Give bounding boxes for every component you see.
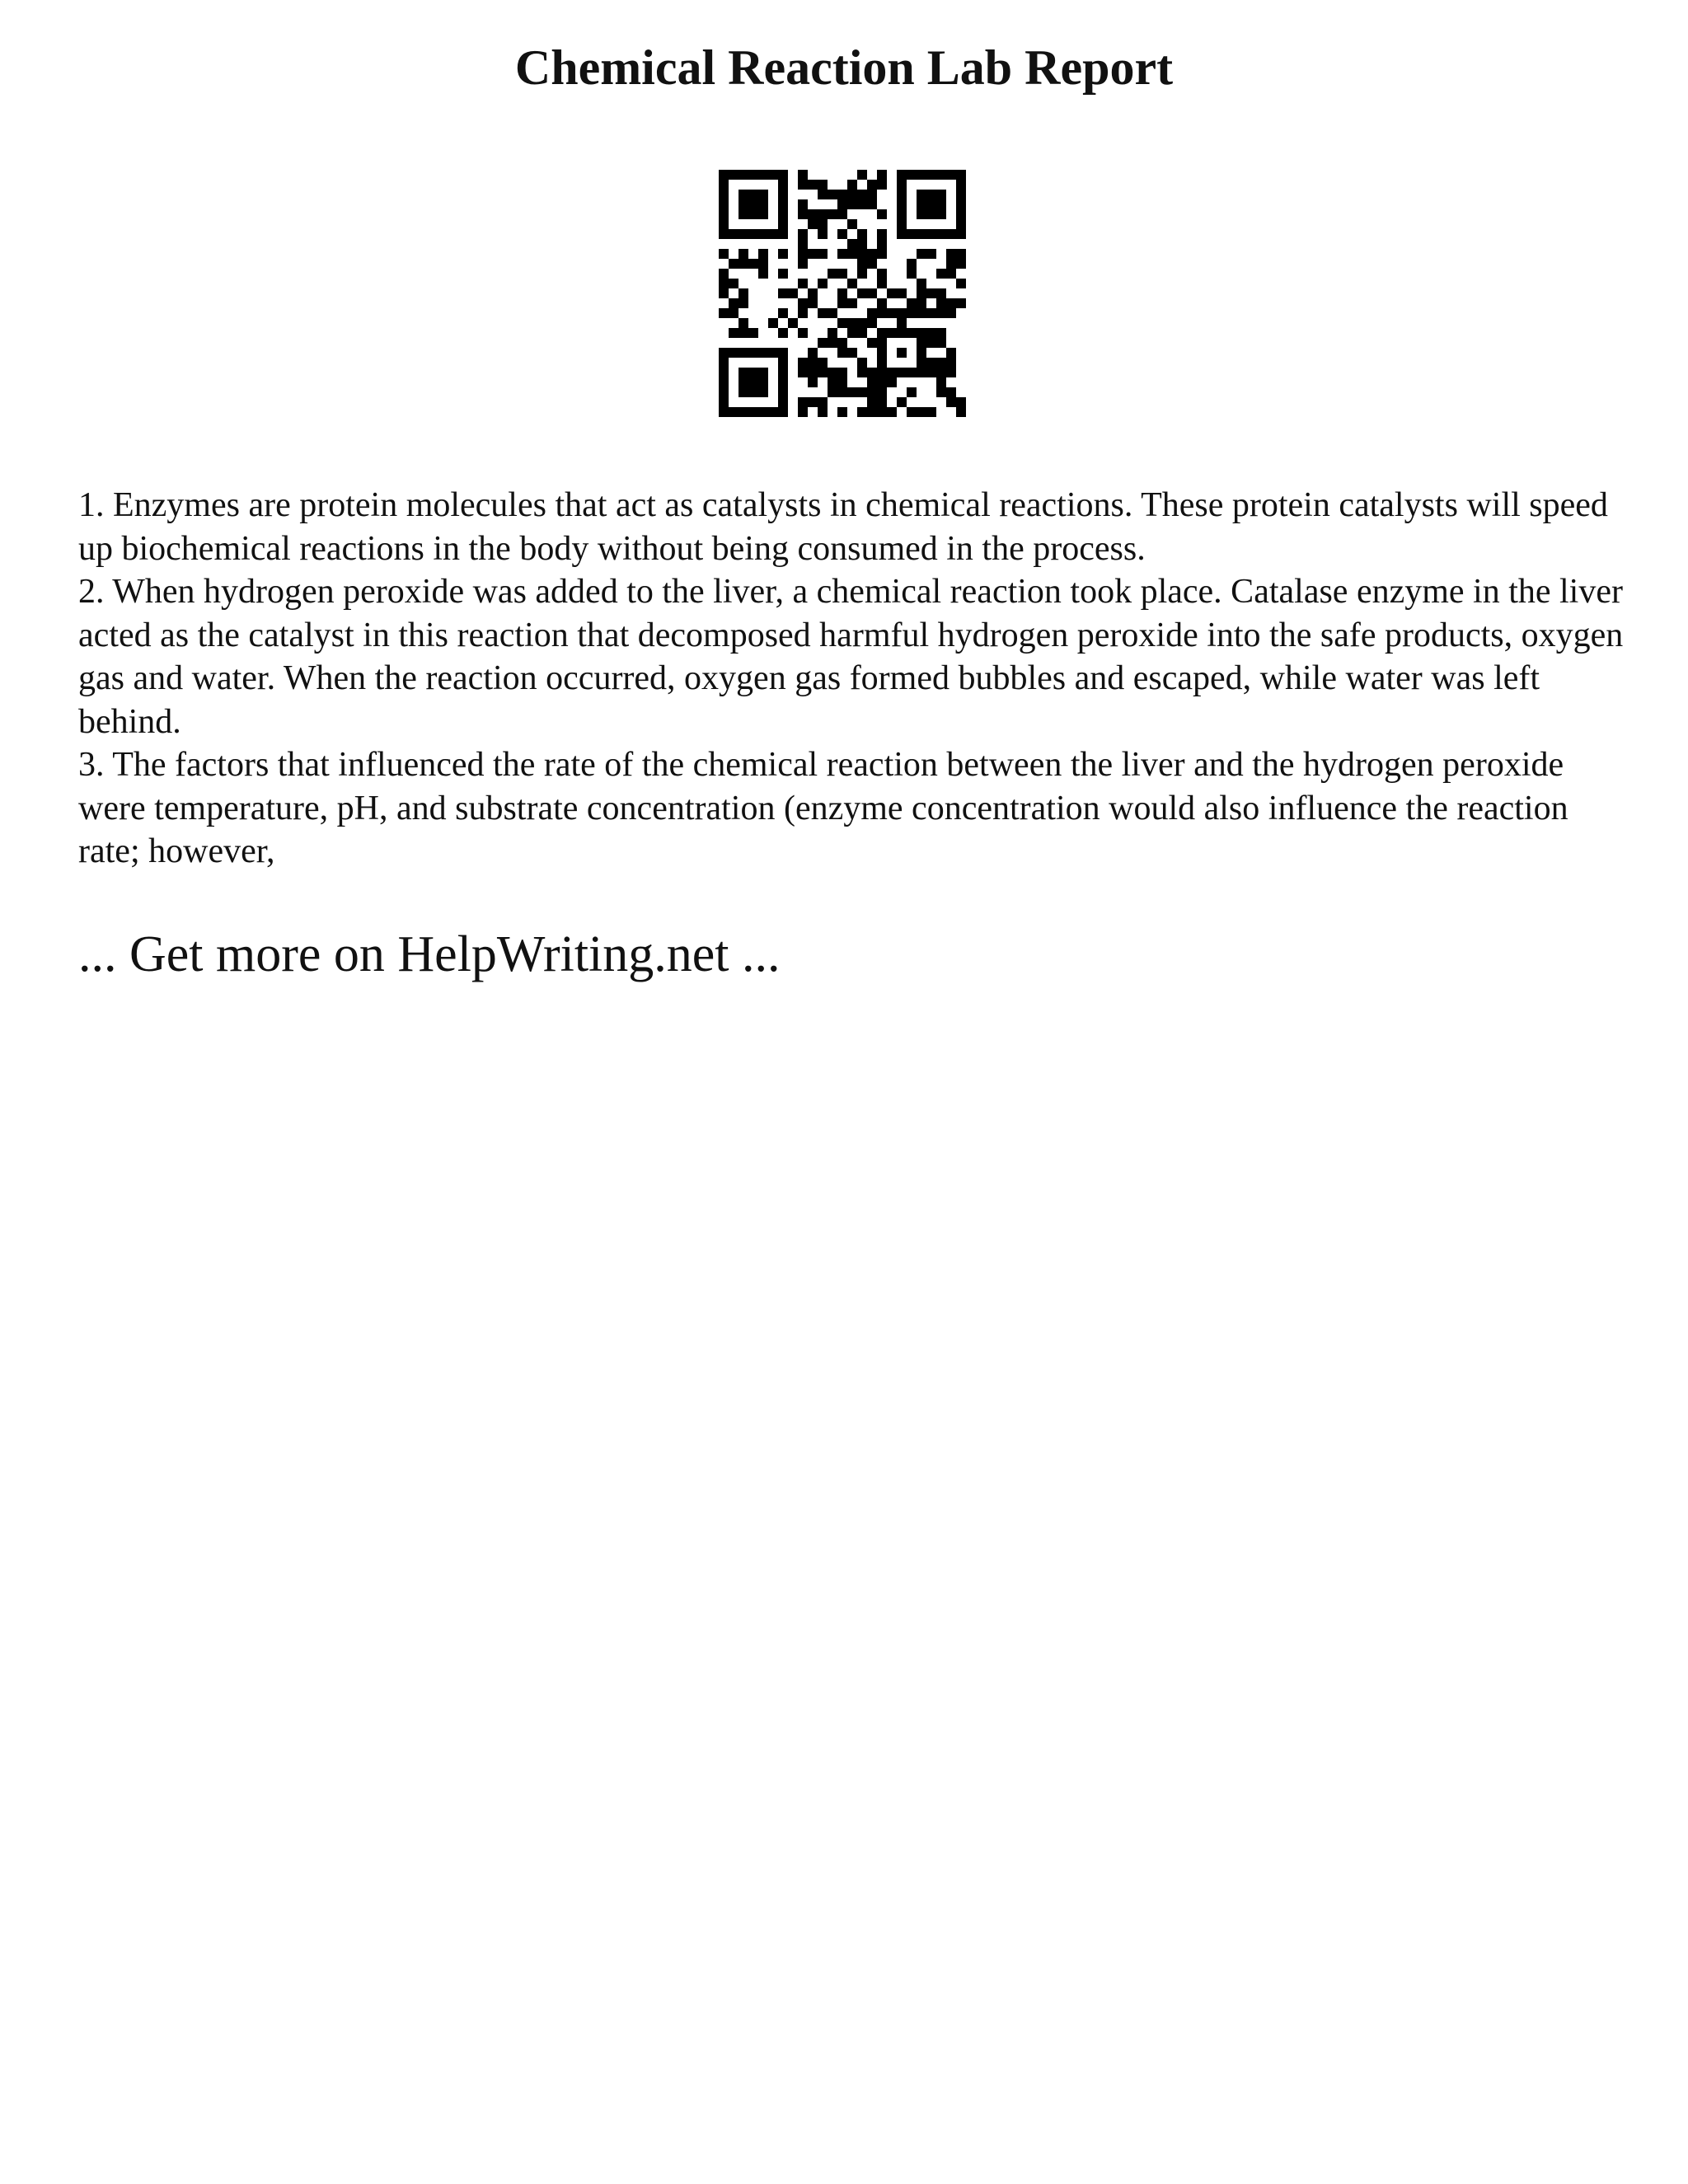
paragraph-1: 1. Enzymes are protein molecules that act as catalysts in chemical reactions. These protein catalysts will speed up biochemical reactions in the body without being consumed in the process. — [78, 486, 1608, 568]
paragraph-2: 2. When hydrogen peroxide was added to the liver, a chemical reaction took place. Catalase enzyme in the liver acted as the catalyst in this reaction that decomposed harmful hydrogen peroxide into the safe products, oxygen gas and water. When the reaction occurred, oxygen gas formed bubbles and escaped, while water was left behind. — [78, 573, 1624, 741]
report-body — [78, 484, 1628, 874]
qr-code-icon — [719, 170, 966, 417]
paragraph-3: 3. The factors that influenced the rate of the chemical reaction between the liver and the hydrogen peroxide were temperature, pH, and substrate concentration (enzyme concentration would also influence the reaction rate; however, — [78, 746, 1568, 870]
qr-code — [719, 170, 966, 417]
get-more-link[interactable]: ... Get more on HelpWriting.net ... — [78, 926, 781, 982]
document-title: Chemical Reaction Lab Report — [514, 40, 1174, 95]
